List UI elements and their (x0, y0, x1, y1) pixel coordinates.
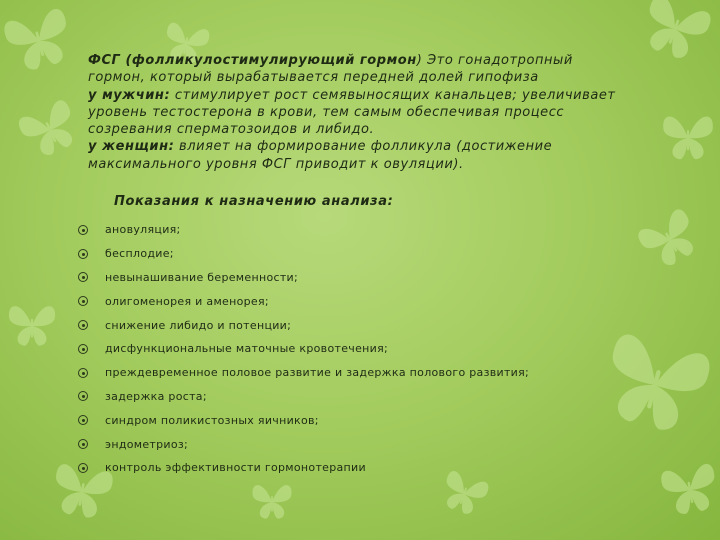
list-item: снижение либидо и потенции; (78, 313, 529, 337)
bullet-icon (78, 225, 88, 235)
list-item: дисфункциональные маточные кровотечения; (78, 337, 529, 361)
fsh-term: ФСГ (фолликулостимулирующий гормон (88, 53, 417, 68)
fsh-description (88, 52, 648, 173)
list-item: олигоменорея и аменорея; (78, 289, 529, 313)
bullet-icon (78, 249, 88, 259)
bullet-icon (78, 272, 88, 282)
indications-heading: Показания к назначению анализа: (114, 194, 394, 209)
women-label: у женщин: (88, 139, 175, 155)
intro-line: ФСГ (фолликулостимулирующий гормон) Это гонадотропный (88, 53, 573, 68)
bullet-icon (78, 296, 88, 306)
bullet-icon (78, 391, 88, 401)
bullet-icon (78, 439, 88, 449)
list-item: синдром поликистозных яичников; (78, 408, 529, 432)
men-label: у мужчин: (88, 87, 171, 103)
bullet-icon (78, 463, 88, 473)
intro-line: гормон, который вырабатывается передней долей гипофиза (88, 70, 539, 86)
intro-line: созревания сперматозоидов и либидо. (88, 122, 375, 138)
bullet-icon (78, 320, 88, 330)
list-item: контроль эффективности гормонотерапии (78, 456, 529, 480)
list-item: задержка роста; (78, 385, 529, 409)
list-item: бесплодие; (78, 242, 529, 266)
list-item: эндометриоз; (78, 432, 529, 456)
bullet-icon (78, 344, 88, 354)
intro-line: у мужчин: стимулирует рост семявыносящих канальцев; увеличивает (88, 87, 616, 103)
list-item: невынашивание беременности; (78, 266, 529, 290)
intro-line: у женщин: влияет на формирование фолликула (достижение (88, 139, 553, 155)
list-item: преждевременное половое развитие и задержка полового развития; (78, 361, 529, 385)
intro-line: максимального уровня ФСГ приводит к овуляции). (88, 156, 464, 172)
bullet-icon (78, 368, 88, 378)
list-item: ановуляция; (78, 218, 529, 242)
bullet-icon (78, 415, 88, 425)
indications-list (78, 218, 529, 480)
intro-line: уровень тестостерона в крови, тем самым обеспечивая процесс (88, 104, 565, 120)
